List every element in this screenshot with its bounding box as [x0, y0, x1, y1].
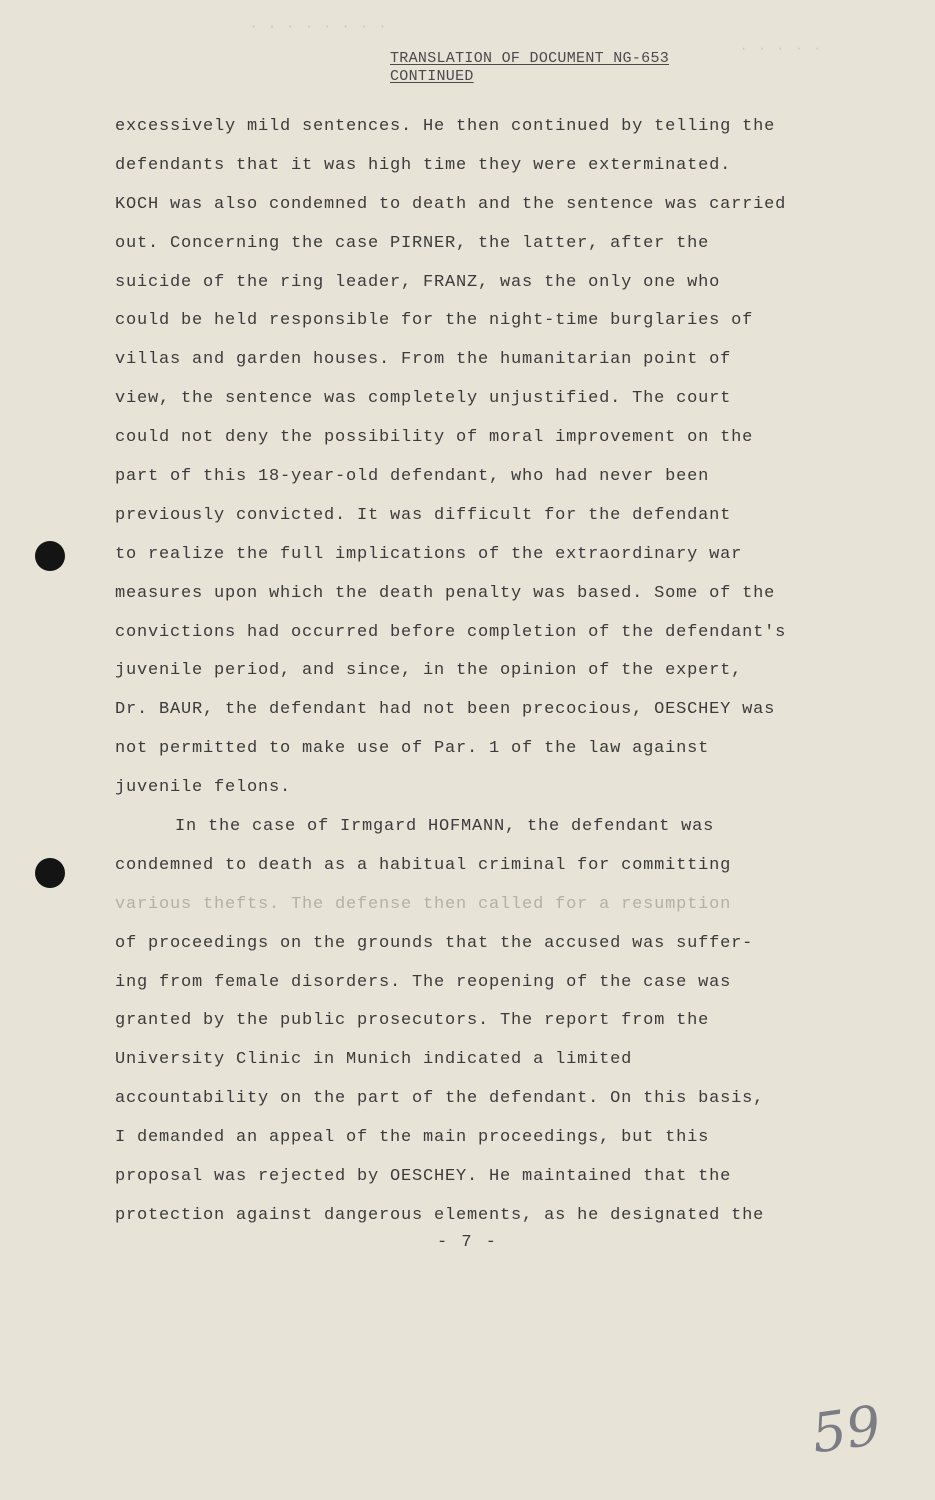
text-line: measures upon which the death penalty was based. Some of the [115, 583, 776, 603]
text-line: view, the sentence was completely unjustified. The court [115, 389, 732, 409]
header-title: TRANSLATION OF DOCUMENT NG-653 [390, 50, 670, 67]
text-line: part of this 18-year-old defendant, who had never been [115, 467, 710, 487]
bleed-through-text: · · · · · · · · [250, 20, 389, 34]
text-line: previously convicted. It was difficult for the defendant [115, 505, 732, 525]
text-line: Dr. BAUR, the defendant had not been precocious, OESCHEY was [115, 700, 776, 720]
text-line: of proceedings on the grounds that the accused was suffer- [115, 933, 754, 953]
text-line: defendants that it was high time they were exterminated. [115, 155, 732, 175]
text-line: ing from female disorders. The reopening of the case was [115, 972, 732, 992]
punch-hole [35, 541, 65, 571]
text-line: I demanded an appeal of the main proceedings, but this [115, 1128, 710, 1148]
text-line: convictions had occurred before completion of the defendant's [115, 622, 787, 642]
bleed-through-text: · · · · · [740, 42, 823, 56]
text-line: out. Concerning the case PIRNER, the latter, after the [115, 233, 710, 253]
text-line: excessively mild sentences. He then continued by telling the [115, 117, 776, 136]
document-header [390, 50, 669, 86]
punch-hole [35, 858, 65, 888]
handwritten-page-number: 59 [807, 1393, 885, 1466]
text-line: to realize the full implications of the extraordinary war [115, 544, 743, 564]
page-number: - 7 - [436, 1233, 498, 1252]
header-continued: CONTINUED [390, 68, 474, 85]
text-line: granted by the public prosecutors. The report from the [115, 1011, 710, 1031]
text-line: proposal was rejected by OESCHEY. He maintained that the [115, 1167, 732, 1187]
text-line: villas and garden houses. From the humanitarian point of [115, 350, 732, 370]
text-line: protection against dangerous elements, as he designated the [115, 1205, 765, 1225]
text-line: juvenile period, and since, in the opinion of the expert, [115, 661, 743, 681]
text-line: accountability on the part of the defendant. On this basis, [115, 1089, 765, 1109]
text-line: juvenile felons. [115, 778, 292, 798]
text-line: suicide of the ring leader, FRANZ, was the only one who [115, 272, 721, 292]
text-line: not permitted to make use of Par. 1 of the law against [115, 739, 710, 759]
text-line: could not deny the possibility of moral improvement on the [115, 428, 754, 448]
paragraph-start-line: In the case of Irmgard HOFMANN, the defendant was [175, 817, 715, 837]
text-line: could be held responsible for the night-time burglaries of [115, 311, 754, 331]
text-line: University Clinic in Munich indicated a limited [115, 1050, 633, 1070]
text-line: KOCH was also condemned to death and the sentence was carried [115, 194, 787, 214]
text-line: condemned to death as a habitual criminal for committing [115, 855, 732, 875]
faded-text-line: various thefts. The defense then called for a resumption [115, 894, 732, 914]
document-body [115, 108, 815, 1236]
